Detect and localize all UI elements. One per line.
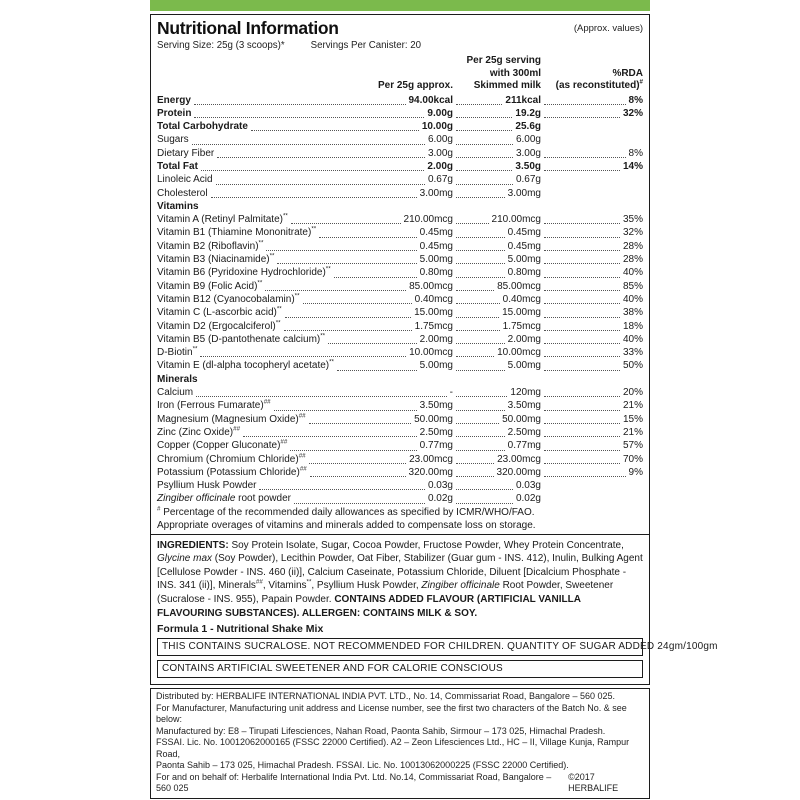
value-per-25g: 0.45mg bbox=[419, 227, 453, 239]
value-per-25g: 9.00g bbox=[427, 107, 453, 119]
table-row bbox=[157, 359, 643, 372]
value-rda: 9% bbox=[628, 466, 643, 478]
table-row bbox=[157, 187, 643, 200]
table-row bbox=[157, 133, 643, 146]
value-per-25g: 15.00mg bbox=[414, 307, 453, 319]
table-row bbox=[157, 173, 643, 186]
nutrient-name: Dietary Fiber bbox=[157, 147, 215, 159]
nutrient-name: Total Fat bbox=[157, 160, 198, 172]
footer-line: Manufactured by: E8 – Tirupati Lifesciences, Nahan Road, Paonta Sahib, Sirmour – 173 025, Himachal Pradesh. bbox=[156, 725, 606, 736]
serving-size: Serving Size: 25g (3 scoops)* bbox=[157, 40, 285, 51]
value-per-25g: 320.00mg bbox=[408, 466, 453, 478]
ingredients-paragraph: INGREDIENTS: Soy Protein Isolate, Sugar, Cocoa Powder, Fructose Powder, Whey Protein Concentrate, Glycine max (Soy Powder), Lecithin Powder, Oat Fiber, Stabilizer (Guar gum - INS. 412), Inulin, Bulking Agent [Cellulose Powder - INS. 460 (ii)], Calcium Caseinate, Potassium Chloride, Diluent [Dicalcium Phosphate - INS. 341 (ii)], Minerals##, Vitamins**, Psyllium Husk Powder, Zingiber officinale Root Powder, Sweetener (Sucralose - INS. 955), Papain Powder. CONTAINS ADDED FLAVOUR (ARTIFICIAL VANILLA FLAVOURING SUBSTANCES). ALLERGEN: CONTAINS MILK & SOY. bbox=[157, 539, 643, 619]
table-row bbox=[157, 426, 643, 439]
footer-line: Paonta Sahib – 173 025, Himachal Pradesh. FSSAI. Lic. No. 10013062000225 (FSSC 22000 Certified). bbox=[156, 760, 569, 771]
value-with-milk: 0.77mg bbox=[507, 440, 541, 452]
value-per-25g: 0.45mg bbox=[419, 240, 453, 252]
value-per-25g: - bbox=[449, 387, 453, 399]
column-headers bbox=[157, 55, 643, 93]
nutrient-name: Copper (Copper Gluconate)## bbox=[157, 438, 288, 452]
table-row bbox=[157, 386, 643, 399]
value-with-milk: 3.00mg bbox=[507, 187, 541, 199]
value-rda: 70% bbox=[622, 453, 643, 465]
value-rda: 50% bbox=[622, 360, 643, 372]
value-per-25g: 50.00mg bbox=[414, 413, 453, 425]
value-per-25g: 210.00mcg bbox=[403, 214, 453, 226]
value-with-milk: 3.00g bbox=[515, 147, 541, 159]
nutrient-name: Cholesterol bbox=[157, 187, 208, 199]
column-header-skimmed-milk: Per 25g serving with 300ml Skimmed milk bbox=[466, 55, 541, 91]
value-per-25g: 0.67g bbox=[427, 174, 453, 186]
value-with-milk: 210.00mcg bbox=[491, 214, 541, 226]
value-with-milk: 0.67g bbox=[515, 174, 541, 186]
value-rda: 35% bbox=[622, 214, 643, 226]
footer-last-row bbox=[156, 772, 644, 795]
value-rda: 40% bbox=[622, 293, 643, 305]
value-with-milk: 1.75mcg bbox=[502, 320, 541, 332]
footer-line: FSSAI. Lic. No. 10012062000165 (FSSC 22000 Certified). A2 – Zeon Lifesciences Ltd., HC – II, Village Kunja, Rampur Road, bbox=[156, 737, 630, 759]
servings-per-canister: Servings Per Canister: 20 bbox=[310, 40, 422, 51]
nutrient-name: Protein bbox=[157, 107, 192, 119]
footer-line: Distributed by: HERBALIFE INTERNATIONAL INDIA PVT. LTD., No. 14, Commissariat Road, Bangalore – 560 025. bbox=[156, 691, 616, 702]
table-row bbox=[157, 280, 643, 293]
value-per-25g: 2.00mg bbox=[419, 333, 453, 345]
value-per-25g: 0.80mg bbox=[419, 267, 453, 279]
footnote-overages: Appropriate overages of vitamins and minerals added to compensate loss on storage. bbox=[157, 519, 536, 531]
table-row bbox=[157, 453, 643, 466]
label-title: Nutritional Information bbox=[157, 18, 339, 38]
value-rda: 85% bbox=[622, 280, 643, 292]
nutrient-name: Vitamin B9 (Folic Acid)** bbox=[157, 279, 263, 292]
value-per-25g: 10.00mcg bbox=[409, 347, 453, 359]
value-per-25g: 10.00g bbox=[421, 121, 453, 133]
value-per-25g: 5.00mg bbox=[419, 360, 453, 372]
value-rda: 18% bbox=[622, 320, 643, 332]
table-row bbox=[157, 293, 643, 306]
panel-header bbox=[157, 18, 643, 39]
value-rda: 20% bbox=[622, 387, 643, 399]
column-header-per-25g: Per 25g approx. bbox=[377, 80, 453, 91]
value-with-milk: 5.00mg bbox=[507, 360, 541, 372]
value-with-milk: 2.00mg bbox=[507, 333, 541, 345]
value-per-25g: 94.00kcal bbox=[408, 94, 453, 106]
value-rda: 14% bbox=[622, 160, 643, 172]
table-row bbox=[157, 346, 643, 359]
value-rda: 57% bbox=[622, 440, 643, 452]
value-with-milk: 23.00mcg bbox=[497, 453, 541, 465]
sucralose-warning-box: THIS CONTAINS SUCRALOSE. NOT RECOMMENDED FOR CHILDREN. QUANTITY OF SUGAR ADDED 24gm/100gm bbox=[157, 638, 643, 656]
value-with-milk: 6.00g bbox=[515, 134, 541, 146]
value-per-25g: 3.50mg bbox=[419, 400, 453, 412]
value-with-milk: 3.50g bbox=[515, 160, 541, 172]
value-rda: 8% bbox=[628, 147, 643, 159]
table-row bbox=[157, 333, 643, 346]
value-rda: 38% bbox=[622, 307, 643, 319]
value-per-25g: 2.00g bbox=[427, 160, 453, 172]
nutrient-name: Vitamin D2 (Ergocalciferol)** bbox=[157, 319, 281, 332]
footer-line: For and on behalf of: Herbalife International India Pvt. Ltd. No.14, Commissariat Road, Bangalore – 560 025 bbox=[156, 771, 552, 794]
value-per-25g: 0.03g bbox=[427, 480, 453, 492]
value-with-milk: 0.80mg bbox=[507, 267, 541, 279]
ingredients-panel bbox=[150, 535, 718, 686]
value-per-25g: 3.00g bbox=[427, 147, 453, 159]
value-per-25g: 0.02g bbox=[427, 493, 453, 505]
footer-line: For Manufacturer, Manufacturing unit address and License number, see the first two characters of the Batch No. & see below: bbox=[156, 702, 627, 725]
nutrient-name: Zingiber officinale root powder bbox=[157, 493, 291, 505]
distribution-info bbox=[150, 688, 650, 799]
nutrient-name: Sugars bbox=[157, 134, 189, 146]
value-per-25g: 6.00g bbox=[427, 134, 453, 146]
table-row bbox=[157, 320, 643, 333]
nutrient-name: Calcium bbox=[157, 387, 194, 399]
value-with-milk: 15.00mg bbox=[502, 307, 541, 319]
table-row bbox=[157, 147, 643, 160]
value-per-25g: 85.00mcg bbox=[409, 280, 453, 292]
formula-name: Formula 1 - Nutritional Shake Mix bbox=[157, 623, 324, 636]
value-with-milk: 5.00mg bbox=[507, 254, 541, 266]
value-with-milk: 3.50mg bbox=[507, 400, 541, 412]
table-row bbox=[157, 120, 643, 133]
nutrient-name: Vitamin C (L-ascorbic acid)** bbox=[157, 305, 282, 319]
table-row bbox=[157, 107, 643, 120]
nutrient-name: Iron (Ferrous Fumarate)## bbox=[157, 399, 271, 412]
value-with-milk: 211kcal bbox=[505, 94, 541, 106]
nutrient-name: Vitamin B12 (Cyanocobalamin)** bbox=[157, 292, 300, 305]
value-per-25g: 23.00mcg bbox=[409, 453, 453, 465]
value-with-milk: 19.2g bbox=[515, 107, 541, 119]
section-header: Minerals bbox=[157, 373, 198, 385]
serving-info bbox=[157, 40, 643, 51]
value-per-25g: 2.50mg bbox=[419, 426, 453, 438]
table-row bbox=[157, 213, 643, 226]
value-rda: 33% bbox=[622, 347, 643, 359]
nutrition-label bbox=[150, 0, 718, 799]
value-rda: 40% bbox=[622, 267, 643, 279]
nutrient-name: Zinc (Zinc Oxide)## bbox=[157, 425, 241, 438]
value-with-milk: 0.03g bbox=[515, 480, 541, 492]
nutrient-name: Vitamin B3 (Niacinamide)** bbox=[157, 252, 275, 266]
footnote-rda: # Percentage of the recommended daily allowances as specified by ICMR/WHO/FAO. bbox=[157, 505, 535, 518]
sweetener-warning-box: CONTAINS ARTIFICIAL SWEETENER AND FOR CALORIE CONSCIOUS bbox=[157, 660, 643, 678]
green-accent-bar bbox=[150, 0, 650, 11]
table-row bbox=[157, 479, 643, 492]
value-with-milk: 0.02g bbox=[515, 493, 541, 505]
table-row bbox=[157, 240, 643, 253]
value-per-25g: 0.77mg bbox=[419, 440, 453, 452]
table-row bbox=[157, 160, 643, 173]
approx-values-note: (Approx. values) bbox=[573, 23, 643, 34]
value-rda: 21% bbox=[622, 426, 643, 438]
value-with-milk: 85.00mcg bbox=[497, 280, 541, 292]
value-rda: 28% bbox=[622, 254, 643, 266]
nutrient-name: Vitamin B2 (Riboflavin)** bbox=[157, 239, 264, 252]
value-rda: 8% bbox=[628, 94, 643, 106]
value-per-25g: 0.40mcg bbox=[414, 293, 453, 305]
table-row bbox=[157, 413, 643, 426]
value-with-milk: 10.00mcg bbox=[497, 347, 541, 359]
value-with-milk: 120mg bbox=[510, 387, 541, 399]
table-row bbox=[157, 492, 643, 505]
nutrient-name: Linoleic Acid bbox=[157, 174, 213, 186]
nutrient-name: Vitamin B5 (D-pantothenate calcium)** bbox=[157, 332, 326, 345]
nutrient-name: Psyllium Husk Powder bbox=[157, 480, 257, 492]
value-rda: 28% bbox=[622, 240, 643, 252]
copyright: ©2017 HERBALIFE bbox=[568, 771, 619, 794]
value-rda: 21% bbox=[622, 400, 643, 412]
nutrient-name: Vitamin B1 (Thiamine Mononitrate)** bbox=[157, 226, 317, 239]
nutrient-name: Vitamin E (dl-alpha tocopheryl acetate)** bbox=[157, 359, 334, 372]
table-row bbox=[157, 399, 643, 412]
nutrient-name: Vitamin A (Retinyl Palmitate)** bbox=[157, 212, 288, 226]
table-row bbox=[157, 266, 643, 279]
table-row bbox=[157, 306, 643, 319]
value-with-milk: 25.6g bbox=[515, 121, 541, 133]
nutrition-facts-panel bbox=[150, 14, 650, 535]
value-rda: 32% bbox=[622, 107, 643, 119]
nutrition-table-rows bbox=[157, 94, 643, 506]
nutrient-name: Chromium (Chromium Chloride)## bbox=[157, 452, 306, 465]
value-rda: 15% bbox=[622, 413, 643, 425]
value-with-milk: 320.00mg bbox=[496, 466, 541, 478]
nutrient-name: Total Carbohydrate bbox=[157, 121, 248, 133]
section-header: Vitamins bbox=[157, 200, 199, 212]
nutrient-name: Energy bbox=[157, 94, 191, 106]
nutrient-name: Magnesium (Magnesium Oxide)## bbox=[157, 412, 306, 425]
value-with-milk: 50.00mg bbox=[502, 413, 541, 425]
column-header-rda: %RDA (as reconstituted)# bbox=[555, 67, 643, 91]
table-row bbox=[157, 226, 643, 239]
value-rda: 32% bbox=[622, 227, 643, 239]
table-row bbox=[157, 466, 643, 479]
value-with-milk: 0.45mg bbox=[507, 240, 541, 252]
value-per-25g: 3.00mg bbox=[419, 187, 453, 199]
nutrient-name: D-Biotin** bbox=[157, 345, 198, 359]
value-with-milk: 0.45mg bbox=[507, 227, 541, 239]
value-per-25g: 1.75mcg bbox=[414, 320, 453, 332]
nutrient-name: Vitamin B6 (Pyridoxine Hydrochloride)** bbox=[157, 266, 331, 279]
value-rda: 40% bbox=[622, 333, 643, 345]
table-row bbox=[157, 94, 643, 107]
nutrient-name: Potassium (Potassium Chloride)## bbox=[157, 465, 307, 478]
table-row bbox=[157, 439, 643, 452]
table-row bbox=[157, 253, 643, 266]
value-with-milk: 0.40mcg bbox=[502, 293, 541, 305]
value-with-milk: 2.50mg bbox=[507, 426, 541, 438]
value-per-25g: 5.00mg bbox=[419, 254, 453, 266]
